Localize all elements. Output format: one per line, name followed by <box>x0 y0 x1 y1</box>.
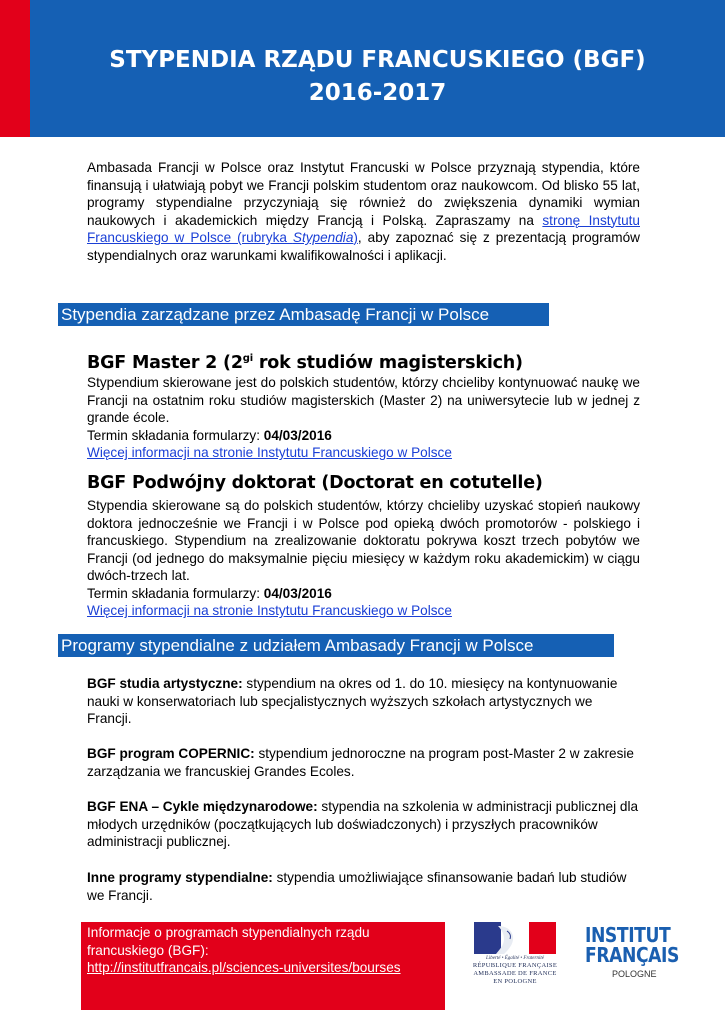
program-item <box>87 798 640 851</box>
info-box <box>81 922 445 1010</box>
institute-link-end: ) <box>353 230 358 245</box>
if-logo-sub: POLOGNE <box>612 969 657 979</box>
if-logo-line2: FRANÇAIS <box>585 943 679 967</box>
master2-block <box>87 374 640 462</box>
master2-more-info-link[interactable]: Więcej informacji na stronie Instytutu Francuskiego w Polsce <box>87 445 452 460</box>
cotutelle-deadline-label: Termin składania formularzy: <box>87 585 264 601</box>
section-heading-programs: Programy stypendialne z udziałem Ambasady Francji w Polsce <box>58 634 614 657</box>
rf-line3: EN POLOGNE <box>493 978 537 985</box>
if-logo-line1: INSTITUT <box>585 923 671 947</box>
marianne-flag-icon <box>474 922 556 954</box>
cotutelle-description: Stypendia skierowane są do polskich studentów, którzy chcieliby uzyskać stopień naukowy doktora jednocześnie we Francji i w Polsce pod opieką dwóch promotorów - polskiego i francuskiego. Stypendium na zrealizowanie doktoratu pokrywa koszt trzech pobytów we Francji (od jednego do maksymalnie pięciu miesięcy w każdym roku akademickim) w ciągu dwóch-trzech lat. <box>87 498 640 583</box>
program-item <box>87 745 640 780</box>
program-text: stypendium na okres od 1. do 10. miesięcy na kontynuowanie nauki w konserwatoriach lub specjalistycznych wyższych szkołach artystycznych we Francji. <box>87 676 618 726</box>
program-text: stypendium jednoroczne na program post-Master 2 w zakresie zarządzania we francuskiej Grandes Ecoles. <box>87 746 634 779</box>
program-item <box>87 675 640 728</box>
master2-deadline-value: 04/03/2016 <box>263 427 332 443</box>
master2-title-sup: gi <box>242 353 253 364</box>
program-text: stypendia na szkolenia w administracji publicznej dla młodych urzędników (początkujących lub doświadczonych) i przyszłych pracowników administracji publicznej. <box>87 799 639 849</box>
master2-title-rest: rok studiów magisterskich) <box>252 353 523 373</box>
intro-text: Ambasada Francji w Polsce oraz Instytut Francuski w Polsce przyznają stypendia, które finansują i ułatwiają pobyt we Francji polskim studentom oraz naukowcom. Od blisko 55 lat, programy stypendialne przyczyniają się również do zwiększenia dynamiki wymian naukowych i akademickich między Francją i Polską. Zapraszamy na <box>87 160 640 228</box>
master2-description: Stypendium skierowane jest do polskich studentów, którzy chcieliby kontynuować naukę we Francji na ostatnim roku studiów magisterskich (Master 2) na uniwersytecie lub w jednej z grande école. <box>87 375 640 425</box>
program-name: BGF program COPERNIC: <box>87 746 255 761</box>
rf-logo-text <box>470 955 560 986</box>
republique-francaise-logo <box>470 922 560 988</box>
page-title <box>30 44 725 110</box>
bourses-link[interactable]: http://institutfrancais.pl/sciences-universites/bourses <box>87 960 401 975</box>
cotutelle-title: BGF Podwójny doktorat (Doctorat en cotutelle) <box>87 473 543 493</box>
section-heading-embassy: Stypendia zarządzane przez Ambasadę Francji w Polsce <box>58 303 549 326</box>
program-name: BGF ENA – Cykle międzynarodowe: <box>87 799 318 814</box>
rf-line1: RÉPUBLIQUE FRANÇAISE <box>472 962 558 969</box>
header-red-strip <box>0 0 30 137</box>
page-title-line1: STYPENDIA RZĄDU FRANCUSKIEGO (BGF) <box>109 47 646 73</box>
cotutelle-deadline <box>87 585 640 603</box>
master2-deadline <box>87 427 640 445</box>
program-text: stypendia umożliwiające sfinansowanie badań lub studiów we Francji. <box>87 870 627 903</box>
institut-francais-logo <box>585 925 685 985</box>
info-box-text: Informacje o programach stypendialnych rządu francuskiego (BGF): <box>87 925 370 958</box>
master2-deadline-label: Termin składania formularzy: <box>87 427 264 443</box>
program-name: BGF studia artystyczne: <box>87 676 243 691</box>
master2-title-text: BGF Master 2 (2 <box>87 353 243 373</box>
page-title-line2: 2016-2017 <box>308 80 447 106</box>
intro-text-after: , aby zapoznać się z prezentacją programów stypendialnych oraz warunkami kwalifikowalności i aplikacji. <box>87 230 641 263</box>
cotutelle-deadline-value: 04/03/2016 <box>263 585 332 601</box>
rf-motto: Liberté • Égalité • Fraternité <box>486 956 544 961</box>
institute-link-text: stronę Instytutu Francuskiego w Polsce (rubryka <box>87 212 640 245</box>
rf-line2: AMBASSADE DE FRANCE <box>473 970 557 977</box>
institute-link-italic: Stypendia <box>292 230 354 245</box>
intro-paragraph <box>87 159 640 264</box>
cotutelle-block <box>87 497 640 620</box>
cotutelle-more-info-link[interactable]: Więcej informacji na stronie Instytutu Francuskiego w Polsce <box>87 603 452 618</box>
program-name: Inne programy stypendialne: <box>87 870 273 885</box>
master2-title <box>87 347 523 375</box>
program-item <box>87 869 640 904</box>
